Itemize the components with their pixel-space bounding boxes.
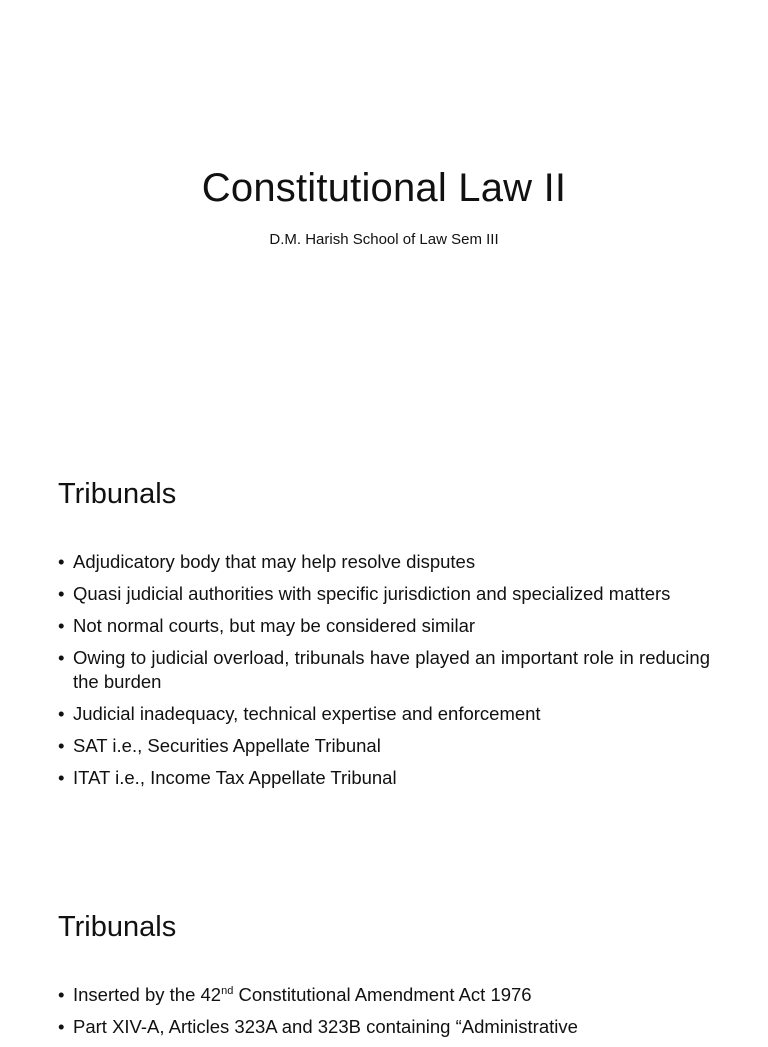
bullet-list: [58, 550, 710, 798]
tribunals-slide-continued: [0, 866, 768, 1037]
bullet-dot: •: [58, 615, 65, 636]
bullet-text: SAT i.e., Securities Appellate Tribunal: [73, 735, 381, 756]
bullet-dot: •: [58, 551, 65, 572]
slide-heading: Tribunals: [58, 911, 177, 943]
bullet-text-prefix: Inserted by the 42: [73, 984, 222, 1005]
bullet-text: Adjudicatory body that may help resolve disputes: [73, 551, 476, 572]
bullet-dot: •: [58, 647, 65, 668]
bullet-dot: •: [58, 984, 65, 1005]
bullet-item: [58, 734, 710, 758]
bullet-item: [58, 702, 710, 726]
bullet-text: ITAT i.e., Income Tax Appellate Tribunal: [73, 767, 397, 788]
bullet-item: [58, 983, 710, 1007]
presentation-title: Constitutional Law II: [201, 166, 567, 210]
bullet-text: Not normal courts, but may be considered similar: [73, 615, 476, 636]
bullet-text-suffix: Constitutional Amendment Act 1976: [233, 984, 532, 1005]
bullet-text: Quasi judicial authorities with specific jurisdiction and specialized matters: [73, 583, 671, 604]
bullet-text: Owing to judicial overload, tribunals have played an important role in reducing the burden: [73, 647, 710, 692]
ordinal-suffix: nd: [221, 984, 234, 997]
bullet-item: [58, 614, 710, 638]
slide-heading: Tribunals: [58, 478, 177, 510]
bullet-item: [58, 766, 710, 790]
bullet-list: [58, 983, 710, 1047]
bullet-text: Part XIV-A, Articles 323A and 323B containing “Administrative: [73, 1016, 578, 1037]
bullet-item: [58, 582, 710, 606]
bullet-item: [58, 1015, 710, 1039]
bullet-item: [58, 550, 710, 574]
bullet-dot: •: [58, 767, 65, 788]
bullet-dot: •: [58, 735, 65, 756]
title-slide: [0, 0, 768, 432]
bullet-dot: •: [58, 703, 65, 724]
bullet-dot: •: [58, 583, 65, 604]
presentation-subtitle: D.M. Harish School of Law Sem III: [269, 231, 499, 248]
tribunals-slide: [0, 432, 768, 866]
bullet-dot: •: [58, 1016, 65, 1037]
bullet-text: Judicial inadequacy, technical expertise and enforcement: [73, 703, 541, 724]
bullet-item: [58, 646, 710, 694]
